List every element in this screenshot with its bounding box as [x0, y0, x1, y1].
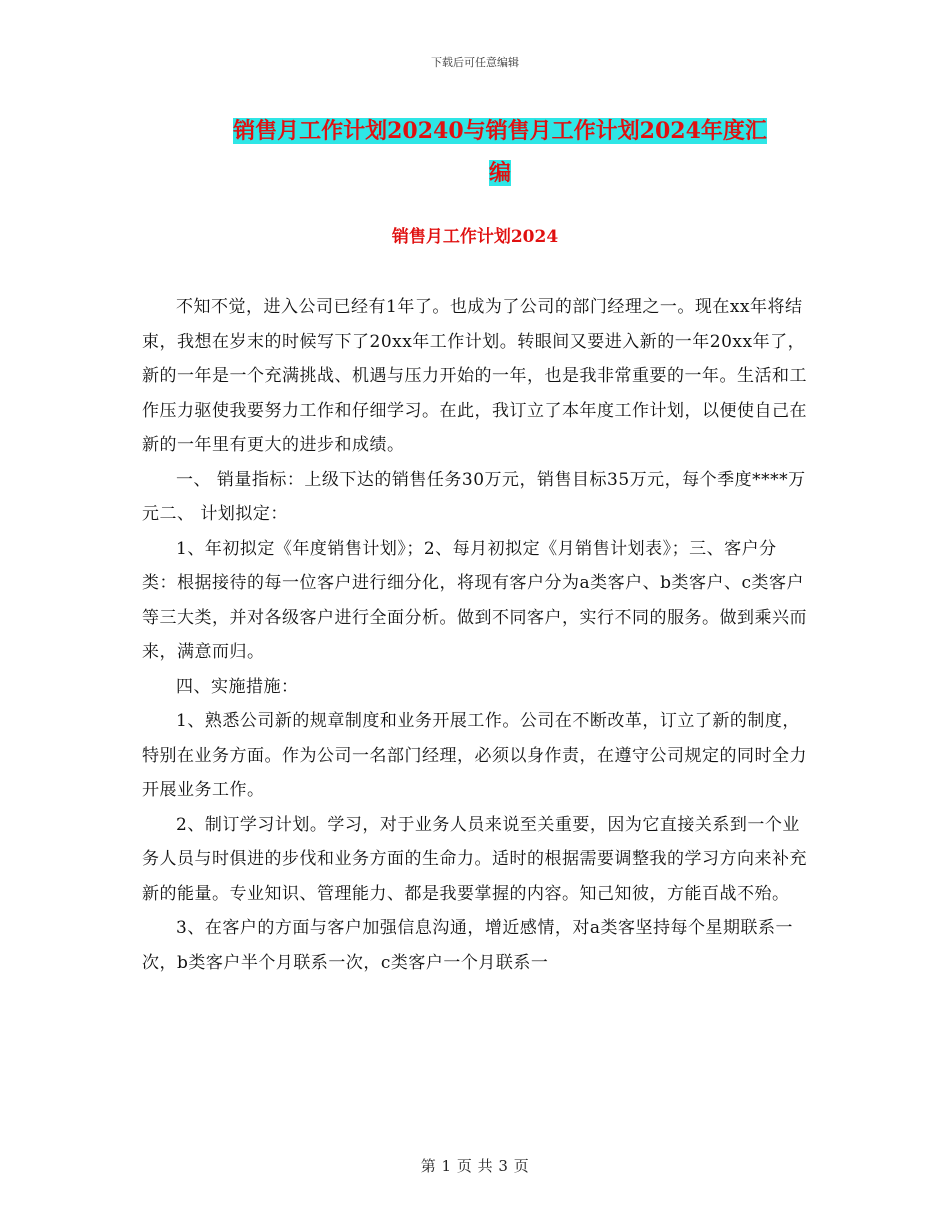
paragraph-plan-and-clients: 1、年初拟定《年度销售计划》；2、每月初拟定《月销售计划表》；三、客户分类：根据接待的每一位客户进行细分化，将现有客户分为a类客户、b类客户、c类客户等三大类，并对各级客户进行全面分析。做到不同客户，实行不同的服务。做到乘兴而来，满意而归。: [142, 538, 807, 662]
paragraph-measure-2: 2、制订学习计划。学习，对于业务人员来说至关重要，因为它直接关系到一个业务人员与时俱进的步伐和业务方面的生命力。适时的根据需要调整我的学习方向来补充新的能量。专业知识、管理能力、都是我要掌握的内容。知己知彼，方能百战不殆。: [142, 814, 807, 904]
document-title-line-1: 销售月工作计划20240与销售月工作计划2024年度汇: [233, 118, 767, 144]
body-text: [142, 290, 810, 980]
paragraph-measure-1: 1、熟悉公司新的规章制度和业务开展工作。公司在不断改革，订立了新的制度，特别在业务方面。作为公司一名部门经理，必须以身作责，在遵守公司规定的同时全力开展业务工作。: [142, 711, 807, 800]
paragraph-sales-target: 一、 销量指标：上级下达的销售任务30万元，销售目标35万元，每个季度****万元二、 计划拟定：: [142, 469, 806, 524]
paragraph-intro: 不知不觉，进入公司已经有1年了。也成为了公司的部门经理之一。现在xx年将结束，我想在岁末的时候写下了20xx年工作计划。转眼间又要进入新的一年20xx年了，新的一年是一个充满挑战、机遇与压力开始的一年，也是我非常重要的一年。生活和工作压力驱使我要努力工作和仔细学习。在此，我订立了本年度工作计划，以便使自己在新的一年里有更大的进步和成绩。: [142, 297, 807, 455]
document-title-line-2: 编: [488, 160, 511, 186]
paragraph-measure-3: 3、在客户的方面与客户加强信息沟通，增近感情，对a类客坚持每个星期联系一次，b类客户半个月联系一次，c类客户一个月联系一: [142, 918, 793, 973]
document-title: [190, 110, 810, 194]
page-footer: 第 1 页 共 3 页: [420, 1157, 530, 1175]
paragraph-measures-heading: 四、实施措施：: [176, 676, 299, 697]
section-title: 销售月工作计划2024: [391, 227, 559, 247]
header-note: 下载后可任意编辑: [431, 56, 519, 69]
